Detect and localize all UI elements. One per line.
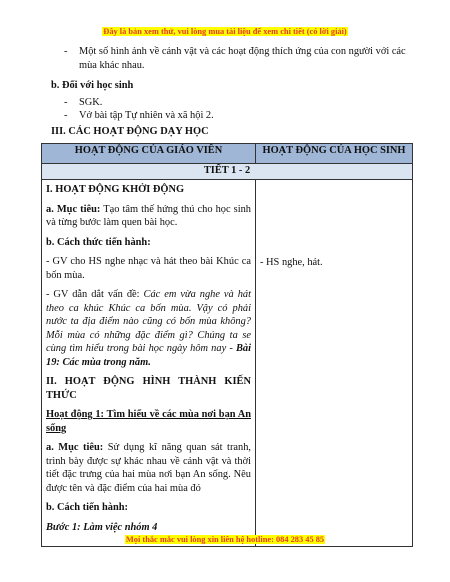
bullet-dash: -: [64, 46, 68, 57]
lesson-title: Bài 19: Các mùa trong năm.: [46, 343, 251, 368]
student-section-heading: b. Đối với học sinh: [51, 80, 134, 91]
bullet-dash: -: [64, 110, 68, 121]
objective-text: Tạo tâm thế hứng thú cho học sinh và từng bước làm quen bài học.: [46, 203, 251, 229]
objective-text: Sử dụng kĩ năng quan sát tranh, trình bày được sự khác nhau về cảnh vật và thời tiết đặc trưng của hai mùa nơi bạn An sống. Nêu được tên và đặc điểm của hai mùa đó: [46, 442, 252, 494]
bullet-dash: -: [64, 97, 68, 108]
list-item: [64, 109, 424, 123]
student-activity-cell: [256, 180, 413, 547]
step-italic-text: Các em vừa nghe và hát theo ca khúc Khúc ca bốn mùa. Vậy có phải nước ta địa điểm nào cũng có bốn mùa không? Mỗi mùa có những đặc điểm gì? Chúng ta se cùng tìm hiểu trong bài học ngày hôm nay -: [46, 289, 251, 355]
column-header-teacher: HOẠT ĐỘNG CỦA GIÁO VIÊN: [42, 144, 256, 164]
activity-heading: Hoạt động 1: Tìm hiểu về các mùa nơi bạn An sống: [46, 409, 251, 434]
hotline-notice: Mọi thắc mắc vui lòng xin liên hệ hotline: 084 283 45 85: [125, 535, 325, 544]
method-heading: b. Cách tiến hành:: [46, 502, 128, 514]
table-row: [42, 180, 413, 547]
objective-paragraph: [46, 441, 251, 495]
list-item-text: Một số hình ảnh về cảnh vật và các hoạt động thích ứng của con người với các mùa khác nhau.: [79, 46, 406, 71]
list-item-text: SGK.: [79, 97, 103, 108]
list-item: [64, 96, 424, 110]
part-heading: II. HOẠT ĐỘNG HÌNH THÀNH KIẾN THỨC: [46, 376, 251, 401]
step-heading: Bước 1: Làm việc nhóm 4: [46, 521, 158, 533]
table-header-row: [42, 144, 413, 164]
section-heading: III. CÁC HOẠT ĐỘNG DẠY HỌC: [51, 126, 209, 137]
period-row: [42, 164, 413, 180]
objective-label: a. Mục tiêu:: [46, 442, 104, 454]
preview-notice: Đây là bản xem thử, vui lòng mua tài liệu để xem chi tiết (có lời giải): [103, 27, 347, 36]
objective-label: a. Mục tiêu:: [46, 203, 101, 215]
part-heading: I. HOẠT ĐỘNG KHỞI ĐỘNG: [46, 184, 185, 195]
step-paragraph: - GV cho HS nghe nhạc và hát theo bài Khúc ca bốn mùa.: [46, 256, 251, 281]
objective-paragraph: [46, 203, 251, 230]
student-response: - HS nghe, hát.: [260, 257, 323, 268]
list-item-text: Vở bài tập Tự nhiên và xã hội 2.: [79, 110, 214, 121]
teacher-activity-cell: [42, 180, 256, 547]
lesson-plan-table: [41, 143, 413, 547]
column-header-student: HOẠT ĐỘNG CỦA HỌC SINH: [256, 144, 413, 164]
list-item: [64, 45, 424, 72]
step-prefix: - GV dẫn dắt vấn đề:: [46, 289, 144, 301]
method-heading: b. Cách thức tiến hành:: [46, 236, 151, 248]
period-label: TIẾT 1 - 2: [42, 164, 413, 180]
step-paragraph: [46, 288, 251, 369]
